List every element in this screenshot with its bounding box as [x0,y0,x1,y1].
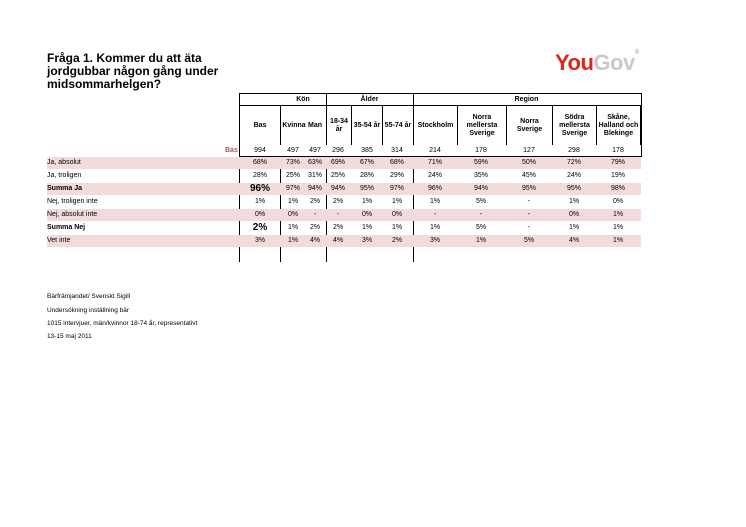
cell-value: 5% [475,198,487,205]
cell-value: 2% [391,237,403,244]
row-label: Ja, troligen [47,172,82,179]
bas-row [47,145,641,157]
cell-value: 1% [612,224,624,231]
cell-value: 3% [429,237,441,244]
cell-value: 5% [475,224,487,231]
cell-value: 1% [429,198,441,205]
cell-value: 96% [249,183,270,194]
cell-value: 59% [473,159,488,166]
cell-value: 0% [361,211,373,218]
row-label: Nej, absolut inte [47,211,98,218]
cell-value: 67% [359,159,374,166]
group-alder: Ålder [360,95,379,103]
cell-value: 298 [568,147,580,154]
table-row [47,196,641,208]
cell-value: 385 [361,147,373,154]
cell-value: 2% [309,224,321,231]
cell-value: 68% [252,159,267,166]
col-skane: Skåne, Halland och Blekinge [598,113,639,137]
cell-value: 214 [429,147,441,154]
cell-value: 73% [285,159,300,166]
cell-value: 1% [612,237,624,244]
cell-value: - [479,211,483,218]
cell-value: 3% [361,237,373,244]
col-norra-sverige: Norra Sverige [516,117,543,133]
cell-value: 94% [330,185,345,192]
table-row [47,209,641,221]
footer-source: Bärfrämjandet/ Svenskt Sigill [47,293,131,300]
col-55-74: 55-74 år [384,121,412,129]
footer-survey: Undersökning inställning bär [47,307,130,314]
table-row [47,222,641,234]
cell-value: - [527,198,531,205]
col-bas: Bas [253,121,267,129]
cell-value: 3% [254,237,266,244]
cell-value: 95% [359,185,374,192]
col-stockholm: Stockholm [417,121,454,129]
cell-value: 96% [427,185,442,192]
row-label: Summa Nej [47,224,86,231]
cell-value: 0% [287,211,299,218]
col-35-54: 35-54 år [353,121,381,129]
row-label: Summa Ja [47,185,83,192]
cell-value: 1% [287,224,299,231]
cell-value: 1% [568,198,580,205]
cell-value: 178 [612,147,624,154]
cell-value: 1% [254,198,266,205]
cell-value: 2% [332,224,344,231]
table-row [47,183,641,195]
cell-value: 1% [475,237,487,244]
cell-value: 1% [287,198,299,205]
cell-value: 4% [332,237,344,244]
cell-value: 24% [566,172,581,179]
col-man: Man [308,121,322,129]
cell-value: 497 [287,147,299,154]
cell-value: 5% [523,237,535,244]
cell-value: - [527,211,531,218]
col-18-34: 18-34 år [330,117,348,133]
table-row [47,235,641,247]
cell-value: 94% [473,185,488,192]
group-region: Region [514,95,539,103]
cell-value: 79% [610,159,625,166]
cell-value: 2% [252,222,268,233]
cell-value: 1% [568,224,580,231]
cell-value: 1% [361,224,373,231]
col-kvinna: Kvinna [282,121,306,129]
cell-value: 296 [332,147,344,154]
cell-value: 0% [612,198,624,205]
row-label: Ja, absolut [47,159,81,166]
cell-value: 24% [427,172,442,179]
row-label: Bas [225,147,238,154]
cell-value: - [336,211,340,218]
cell-value: 28% [252,172,267,179]
row-label: Vet inte [47,237,71,244]
cell-value: 2% [332,198,344,205]
footer-sample: 1015 intervjuer, män/kvinnor 18-74 år, representativt [47,320,198,327]
cell-value: 4% [568,237,580,244]
cell-value: 1% [287,237,299,244]
col-sodra-mellersta: Södra mellersta Sverige [559,113,590,137]
cell-value: 4% [309,237,321,244]
cell-value: 98% [610,185,625,192]
cell-value: - [527,224,531,231]
cell-value: 50% [521,159,536,166]
cell-value: 1% [361,198,373,205]
cell-value: 994 [254,147,266,154]
cell-value: 45% [521,172,536,179]
cell-value: 25% [330,172,345,179]
cell-value: 1% [612,211,624,218]
row-label: Nej, troligen inte [47,198,98,205]
cell-value: 0% [254,211,266,218]
table-row [47,170,641,182]
cell-value: - [433,211,437,218]
cell-value: 95% [566,185,581,192]
cell-value: 31% [307,172,322,179]
cell-value: 0% [391,211,403,218]
group-kon: Kön [296,95,310,103]
cell-value: 1% [391,198,403,205]
cell-value: 97% [389,185,404,192]
cell-value: 71% [427,159,442,166]
cell-value: 0% [568,211,580,218]
yougov-logo: YouGov® [555,50,639,75]
cell-value: 69% [330,159,345,166]
footer-date: 13-15 maj 2011 [47,333,92,340]
cell-value: 19% [610,172,625,179]
cell-value: 497 [309,147,321,154]
cell-value: 97% [285,185,300,192]
table-row [47,157,641,169]
cell-value: 29% [389,172,404,179]
question-title: Fråga 1. Kommer du att äta jordgubbar någon gång under midsommarhelgen? [47,51,219,91]
cell-value: 314 [391,147,403,154]
cell-value: 35% [473,172,488,179]
cell-value: 63% [307,159,322,166]
cell-value: 25% [285,172,300,179]
cell-value: 95% [521,185,536,192]
cell-value: - [313,211,317,218]
cell-value: 1% [391,224,403,231]
col-norra-mellersta: Norra mellersta Sverige [466,113,498,137]
cell-value: 68% [389,159,404,166]
cell-value: 178 [475,147,487,154]
cell-value: 2% [309,198,321,205]
cell-value: 72% [566,159,581,166]
cell-value: 28% [359,172,374,179]
cell-value: 127 [523,147,535,154]
cell-value: 1% [429,224,441,231]
cell-value: 94% [307,185,322,192]
